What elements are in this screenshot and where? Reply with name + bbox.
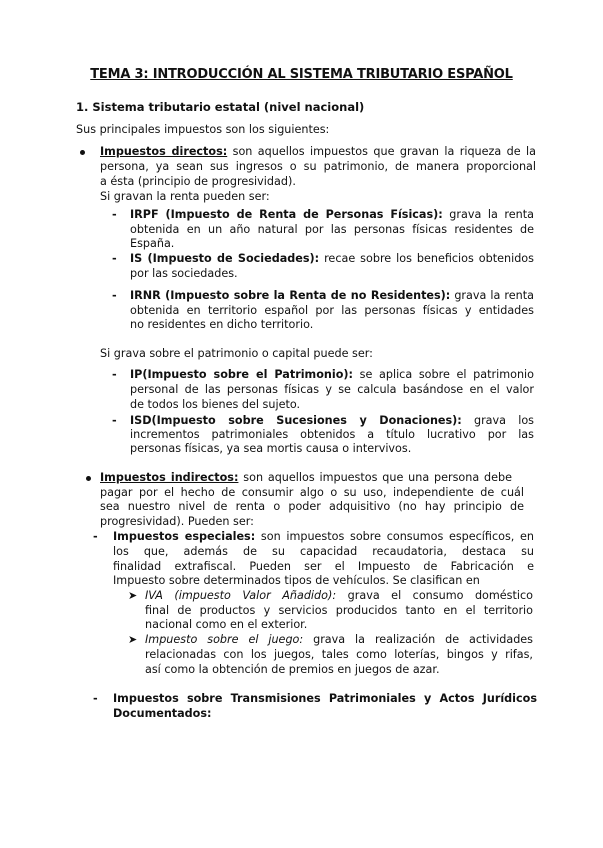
- arrow-bullet-icon: ➤: [128, 589, 138, 602]
- isd-term: ISD(Impuesto sobre Sucesiones y Donaciones):: [130, 414, 462, 427]
- dash-marker: -: [112, 289, 117, 302]
- dash-marker: -: [112, 368, 117, 381]
- juego-term: Impuesto sobre el juego:: [145, 633, 304, 646]
- dash-marker: -: [93, 530, 98, 543]
- is-line-2: por las sociedades.: [130, 267, 238, 280]
- transmisiones-line-1: Impuestos sobre Transmisiones Patrimoniales y Actos Jurídicos: [113, 692, 537, 705]
- ip-line-1: [130, 368, 534, 382]
- transmisiones-line-2: Documentados:: [113, 707, 212, 720]
- irpf-line-3: España.: [130, 237, 175, 250]
- especiales-text-1: son impuestos sobre consumos específicos, en: [260, 530, 535, 543]
- directos-text-1: son aquellos impuestos que gravan la riqueza de la: [232, 145, 536, 158]
- directos-line-1: [100, 145, 536, 159]
- ip-line-3: de todos los bienes del sujeto.: [130, 398, 301, 411]
- section-heading: 1. Sistema tributario estatal (nivel nacional): [76, 100, 365, 114]
- especiales-line-1: [113, 530, 534, 544]
- page-title: TEMA 3: INTRODUCCIÓN AL SISTEMA TRIBUTARIO ESPAÑOL: [90, 67, 513, 82]
- iva-text-1: grava el consumo doméstico: [347, 589, 533, 602]
- juego-line-3: así como la obtención de premios en juegos de azar.: [145, 663, 440, 676]
- directos-line-2: persona, ya sean sus ingresos o su patrimonio, de manera proporcional: [100, 160, 536, 173]
- iva-term: IVA (impuesto Valor Añadido):: [145, 589, 337, 602]
- ip-line-2: personal de las personas físicas y se calcula basándose en el valor: [130, 383, 534, 396]
- irnr-line-1: [130, 289, 534, 303]
- juego-line-2: relacionadas con los juegos, tales como loterías, bingos y rifas,: [145, 648, 533, 661]
- isd-line-3: personas físicas, ya sea mortis causa o intervivos.: [130, 442, 412, 455]
- dash-marker: -: [112, 414, 117, 427]
- irpf-line-2: obtenida en un año natural por las personas físicas residentes de: [130, 223, 534, 236]
- patrimonio-intro: Si grava sobre el patrimonio o capital puede ser:: [100, 347, 373, 360]
- iva-line-3: nacional como en el exterior.: [145, 618, 308, 631]
- irpf-text-1: grava la renta: [449, 208, 534, 221]
- bullet-icon: [86, 476, 91, 481]
- especiales-line-2: los que, además de su capacidad recaudatoria, destaca su: [113, 545, 534, 558]
- bullet-icon: [80, 150, 85, 155]
- indirectos-line-1: [100, 471, 512, 485]
- directos-term: Impuestos directos:: [100, 145, 228, 158]
- irpf-term: IRPF (Impuesto de Renta de Personas Físicas):: [130, 208, 443, 221]
- juego-line-1: [145, 633, 533, 647]
- renta-intro: Si gravan la renta pueden ser:: [100, 190, 270, 203]
- dash-marker: -: [112, 208, 117, 221]
- arrow-bullet-icon: ➤: [128, 633, 138, 646]
- irpf-line-1: [130, 208, 534, 222]
- directos-line-3: a ésta (principio de progresividad).: [100, 175, 296, 188]
- ip-term: IP(Impuesto sobre el Patrimonio):: [130, 368, 353, 381]
- irnr-line-2: obtenida en territorio español por las personas físicas y entidades: [130, 304, 534, 317]
- indirectos-text-1: son aquellos impuestos que una persona debe: [243, 471, 512, 484]
- isd-line-2: incrementos patrimoniales obtenidos a título lucrativo por las: [130, 428, 534, 441]
- dash-marker: -: [93, 692, 98, 705]
- especiales-line-4: Impuesto sobre determinados tipos de vehículos. Se clasifican en: [113, 574, 480, 587]
- iva-line-1: [145, 589, 533, 603]
- isd-text-1: grava los: [473, 414, 535, 427]
- iva-line-2: final de productos y servicios producidos tanto en el territorio: [145, 604, 533, 617]
- dash-marker: -: [112, 252, 117, 265]
- isd-line-1: [130, 414, 534, 428]
- is-text-1: recae sobre los beneficios obtenidos: [324, 252, 534, 265]
- ip-text-1: se aplica sobre el patrimonio: [359, 368, 534, 381]
- irnr-line-3: no residentes en dicho territorio.: [130, 318, 314, 331]
- especiales-term: Impuestos especiales:: [113, 530, 256, 543]
- is-term: IS (Impuesto de Sociedades):: [130, 252, 320, 265]
- irnr-text-1: grava la renta: [454, 289, 534, 302]
- irnr-term: IRNR (Impuesto sobre la Renta de no Residentes):: [130, 289, 451, 302]
- intro-text: Sus principales impuestos son los siguientes:: [76, 123, 330, 136]
- indirectos-line-4: progresividad). Pueden ser:: [100, 515, 254, 528]
- especiales-line-3: finalidad extrafiscal. Pueden ser el Impuesto de Fabricación e: [113, 560, 534, 573]
- indirectos-line-2: pagar por el hecho de consumir algo o su uso, independiente de cuál: [100, 486, 524, 499]
- indirectos-term: Impuestos indirectos:: [100, 471, 239, 484]
- juego-text-1: grava la realización de actividades: [313, 633, 534, 646]
- indirectos-line-3: sea nuestro nivel de renta o poder adquisitivo (no hay principio de: [100, 500, 524, 513]
- is-line-1: [130, 252, 534, 266]
